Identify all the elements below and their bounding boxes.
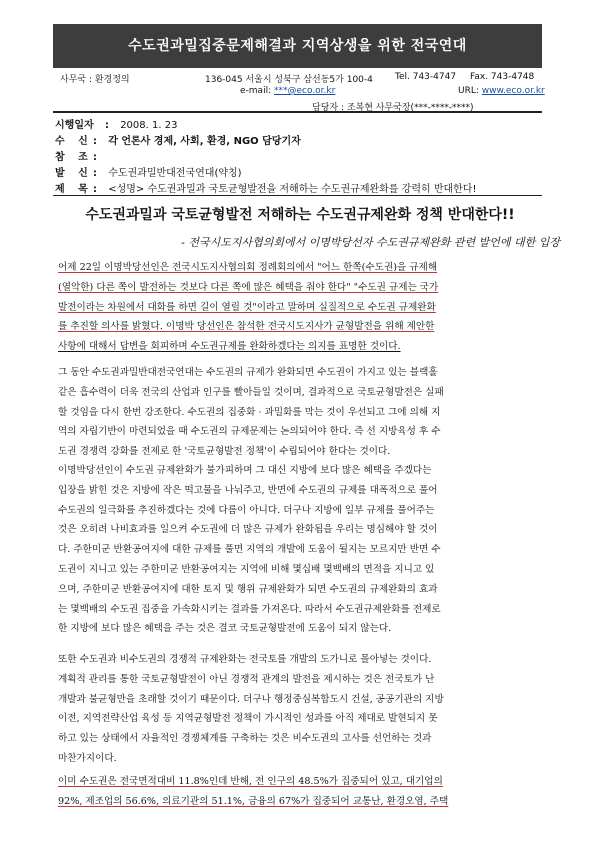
to-label: 수 신: [55, 136, 93, 147]
contact-person: 담당자 : 조복현 사무국장(***-****-****): [312, 103, 474, 113]
paragraph-2: [58, 363, 546, 462]
subject-divider: [53, 195, 542, 196]
cc-label: 참 조: [55, 152, 93, 163]
tel: Tel. 743-4747: [395, 72, 457, 82]
paragraph-line: 사항에 대해서 답변을 회피하며 수도권규제를 완화하겠다는 의지를 표명한 것이다.: [58, 341, 401, 353]
organization-banner: 수도권과밀집중문제해결과 지역상생을 위한 전국연대: [53, 24, 542, 68]
paragraph-3: [58, 461, 546, 639]
paragraph-line: (열악한) 다른 쪽이 발전하는 것보다 다른 쪽에 많은 혜택을 줘야 한다" "수도권 규제는 국가: [58, 281, 439, 293]
paragraph-line: 것은 오히려 나비효과를 일으켜 수도권에 더 많은 규제가 완화됨을 우리는 명심해야 할 것이: [58, 524, 438, 536]
paragraph-line: 할 것임을 다시 한번 강조한다. 수도권의 집중화 · 과밀화를 막는 것이 우선되고 그에 의해 지: [58, 406, 441, 418]
document-title: 수도권과밀과 국토균형발전 저해하는 수도권규제완화 정책 반대한다!!: [85, 207, 515, 223]
url-label: URL:: [458, 86, 479, 96]
subject-label: 제 목: [55, 184, 93, 195]
memo-subject-row: 제 목: <성명> 수도권과밀과 국토균형발전을 저해하는 수도권규제완화를 강력히 반대한다!: [55, 180, 476, 195]
paragraph-line: 92%, 제조업의 56.6%, 의료기관의 51.1%, 금융의 67%가 집중되어 교통난, 환경오염, 주택: [58, 795, 449, 807]
address: 136-045 서울시 성북구 삼선동5가 100-4: [205, 75, 373, 85]
paragraph-line: 도권 경쟁력 강화를 전제로 한 '국토균형발전 정책'이 수립되어야 한다는 것이다.: [58, 446, 391, 458]
paragraph-5: [58, 772, 546, 812]
memo-date-row: 시행일자 : 2008. 1. 23: [55, 116, 177, 131]
from-label: 발 신: [55, 168, 93, 179]
email-link[interactable]: ***@eco.or.kr: [273, 86, 336, 96]
paragraph-line: 수도권의 일극화를 추진하겠다는 것에 다름이 아니다. 더구나 지방에 일부 규제를 풀어주는: [58, 504, 435, 516]
paragraph-line: 이미 수도권은 전국면적대비 11.8%인데 반해, 전 인구의 48.5%가 집중되어 있고, 대기업의: [58, 776, 443, 787]
to-value: 각 언론사 경제, 사회, 환경, NGO 담당기자: [108, 136, 301, 147]
from-value: 수도권과밀반대전국연대(약칭): [108, 168, 242, 179]
date-label: 시행일자: [55, 120, 94, 131]
memo-cc-row: 참 조:: [55, 148, 105, 163]
paragraph-line: 같은 흡수력이 더욱 전국의 산업과 인구를 빨아들일 것이며, 결과적으로 국토균형발전은 실패: [58, 386, 444, 398]
office-label: 사무국 : 환경정의: [60, 75, 130, 85]
paragraph-line: 계획적 관리를 통한 국토균형발전이 아닌 경쟁적 관계의 발전을 제시하는 것은 전국토가 난: [58, 673, 435, 685]
email-row: [240, 86, 335, 96]
date-value: 2008. 1. 23: [120, 120, 178, 131]
url-row: [458, 86, 545, 96]
paragraph-line: 그 동안 수도권과밀반대전국연대는 수도권의 규제가 완화되면 수도권이 가지고 있는 블랙홀: [58, 367, 438, 378]
paragraph-line: 도권이 지니고 있는 주한미군 반환공여지는 지역에 비해 몇십배 몇백배의 면적을 지니고 있: [58, 563, 435, 575]
header-divider: [53, 111, 542, 113]
paragraph-line: 마찬가지이다.: [58, 752, 117, 764]
subject-value: <성명> 수도권과밀과 국토균형발전을 저해하는 수도권규제완화를 강력히 반대한다!: [108, 184, 477, 195]
paragraph-line: 역의 자립기반이 마련되었을 때 수도권의 규제문제는 논의되어야 한다. 즉 선 지방육성 후 수: [58, 426, 441, 438]
paragraph-line: 개발과 불균형만을 초래할 것이기 때문이다. 더구나 행정중심복합도시 건설, 공공기관의 지방: [58, 693, 444, 705]
paragraph-line: 발전이라는 차원에서 대화를 하면 길이 열릴 것"이라고 말하며 실질적으로 수도권 규제완화: [58, 301, 436, 313]
paragraph-line: 를 추진할 의사를 밝혔다. 이명박 당선인은 참석한 전국시도지사가 균형발전을 위해 제안한: [58, 321, 435, 333]
paragraph-line: 이명박당선인이 수도권 규제완화가 불가피하며 그 대신 지방에 보다 많은 혜택을 주겠다는: [58, 465, 432, 476]
memo-from-row: 발 신: 수도권과밀반대전국연대(약칭): [55, 164, 242, 179]
paragraph-line: 입장을 밝힌 것은 지방에 작은 떡고물을 나눠주고, 반면에 수도권의 규제를 대폭적으로 풀어: [58, 484, 438, 496]
paragraph-1: [58, 258, 546, 357]
paragraph-line: 는 몇백배의 수도권 집중을 가속화시키는 결과를 가져온다. 따라서 수도권규제완화를 전제로: [58, 603, 441, 615]
url-link[interactable]: www.eco.or.kr: [481, 86, 545, 96]
document-subtitle: - 전국시도지사협의회에서 이명박당선자 수도권규제완화 관련 발언에 대한 입장: [181, 236, 560, 249]
paragraph-line: 이전, 지역전략산업 육성 등 지역균형발전 정책이 가시적인 성과를 아직 제대로 발현되지 못: [58, 713, 438, 725]
paragraph-line: 어제 22일 이명박당선인은 전국시도지사협의회 정례회의에서 "어느 한쪽(수도권)을 규제해: [58, 262, 438, 273]
memo-to-row: 수 신: 각 언론사 경제, 사회, 환경, NGO 담당기자: [55, 132, 301, 147]
paragraph-4: [58, 650, 546, 769]
paragraph-line: 하고 있는 상태에서 자율적인 경쟁체계를 구축하는 것은 비수도권의 고사를 선언하는 것과: [58, 733, 432, 745]
paragraph-line: 다. 주한미군 반환공여지에 대한 규제를 풀면 지역의 개발에 도움이 될지는 모르지만 반면 수: [58, 544, 441, 556]
fax: Fax. 743-4748: [470, 72, 535, 82]
paragraph-line: 또한 수도권과 비수도권의 경쟁적 규제완화는 전국토를 개발의 도가니로 몰아넣는 것이다.: [58, 654, 432, 665]
paragraph-line: 으며, 주한미군 반환공여지에 대한 토지 및 행위 규제완화가 되면 수도권의 규제완화의 효과: [58, 583, 438, 595]
email-label: e-mail:: [240, 86, 272, 96]
paragraph-line: 한 지방에 보다 많은 혜택을 주는 것은 결코 국토균형발전에 도움이 되지 않는다.: [58, 623, 392, 635]
